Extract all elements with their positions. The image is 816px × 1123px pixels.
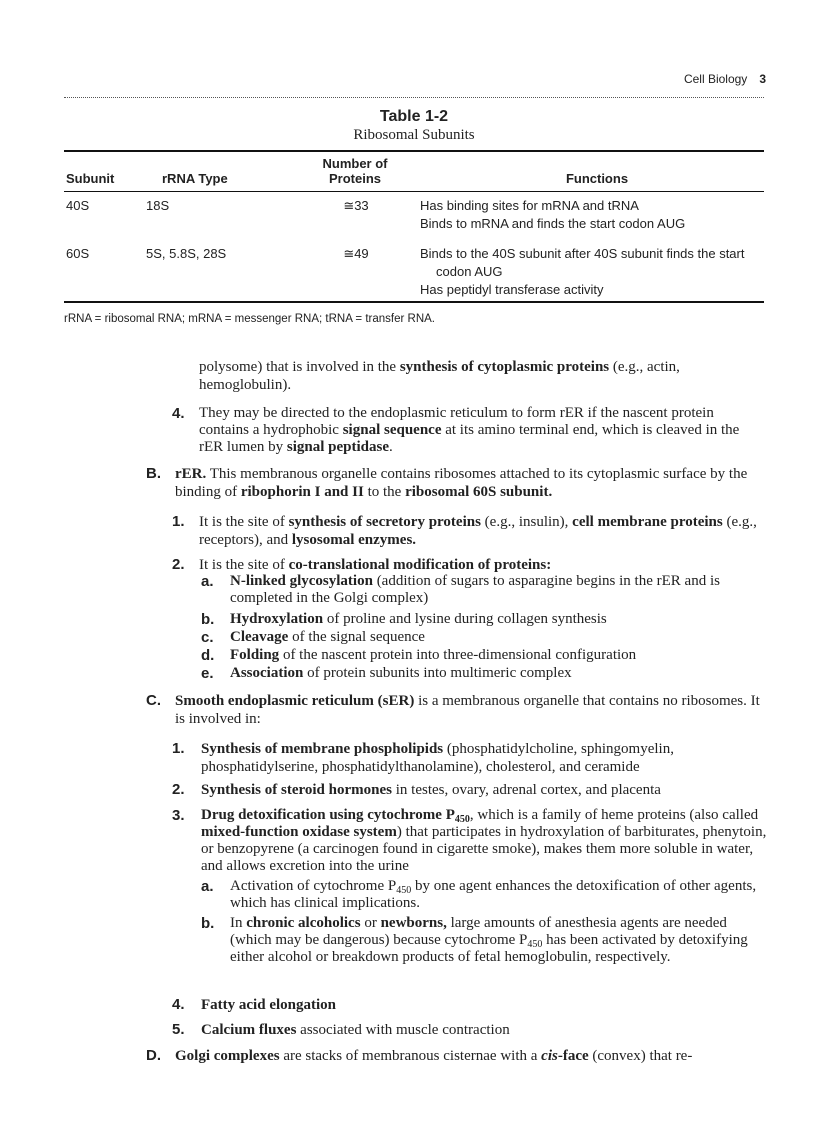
table-header-row (64, 151, 764, 192)
list-item-b2e: Association of protein subunits into multimeric complex (230, 665, 572, 681)
section-c-ser: Smooth endoplasmic reticulum (sER) is a membranous organelle that contains no ribosomes. It is involved in: (175, 693, 760, 727)
list-item-c1: Synthesis of membrane phospholipids (phosphatidylcholine, sphingomyelin, phosphatidylserine, phosphatidylthanolamine), cholesterol, and ceramide (201, 741, 674, 775)
running-title: Cell Biology (683, 72, 748, 86)
table-row (64, 192, 764, 242)
list-label: a. (201, 878, 214, 895)
list-item-b1: It is the site of synthesis of secretory proteins (e.g., insulin), cell membrane proteins (e.g., receptors), and lysosomal enzymes. (199, 514, 757, 548)
section-d-golgi: Golgi complexes are stacks of membranous cisternae with a cis-face (convex) that re- (175, 1048, 693, 1064)
list-item-b2b: Hydroxylation of proline and lysine during collagen synthesis (230, 611, 607, 627)
table-footnote: rRNA = ribosomal RNA; mRNA = messenger RNA; tRNA = transfer RNA. (64, 313, 435, 325)
list-item-c3b: In chronic alcoholics or newborns, large amounts of anesthesia agents are needed (which may be dangerous) because cytochrome $P_{450}$ has been activated by detoxifying either alcohol or breakdown products of fetal hemoglobulin, respectively. (230, 915, 748, 965)
function-line: Binds to the 40S subunit after 40S subunit finds the start codon AUG (420, 246, 745, 279)
section-label: C. (146, 692, 161, 709)
table-number: Table 1-2 (379, 108, 449, 125)
list-label: d. (201, 647, 215, 664)
continuation-paragraph: polysome) that is involved in the synthesis of cytoplasmic proteins (e.g., actin, hemoglobulin). (199, 359, 680, 393)
list-item-b2d: Folding of the nascent protein into three-dimensional configuration (230, 647, 637, 663)
list-item-c4: Fatty acid elongation (201, 997, 336, 1013)
cell-functions (406, 192, 764, 242)
section-label: B. (146, 465, 161, 482)
list-item-c2: Synthesis of steroid hormones in testes, ovary, adrenal cortex, and placenta (201, 782, 661, 798)
table-row (64, 241, 764, 302)
list-label: 3. (172, 807, 185, 824)
header-divider (64, 97, 764, 98)
list-label: c. (201, 629, 214, 646)
col-header-rrna: rRNA Type (162, 171, 228, 186)
page-number: 3 (759, 72, 766, 86)
cell-proteins: ≅49 (343, 246, 369, 261)
list-label: 5. (172, 1021, 185, 1038)
section-b-rer: rER. This membranous organelle contains ribosomes attached to its cytoplasmic surface by the binding of ribophorin I and II to the ribosomal 60S subunit. (175, 466, 748, 500)
cell-subunit: 60S (66, 246, 90, 261)
table-caption (64, 108, 764, 144)
list-label: b. (201, 611, 215, 628)
list-item-b2c: Cleavage of the signal sequence (230, 629, 425, 645)
function-line: Binds to mRNA and finds the start codon AUG (420, 216, 686, 231)
cell-rrna: 18S (146, 198, 170, 213)
col-header-subunit: Subunit (66, 171, 115, 186)
cell-subunit: 40S (66, 198, 90, 213)
list-label: e. (201, 665, 214, 682)
col-header-functions: Functions (565, 171, 629, 186)
cell-proteins: ≅33 (343, 198, 369, 213)
list-item-b2a: N-linked glycosylation (addition of sugars to asparagine begins in the rER and is completed in the Golgi complex) (230, 573, 720, 606)
ribosomal-subunits-table (64, 150, 764, 303)
table-title: Ribosomal Subunits (353, 127, 475, 143)
list-item-b2: It is the site of co-translational modification of proteins: (199, 557, 552, 573)
cell-rrna: 5S, 5.8S, 28S (146, 246, 227, 261)
col-header-proteins: Number of Proteins (322, 156, 388, 186)
list-label: b. (201, 915, 215, 932)
function-line: Has binding sites for mRNA and tRNA (420, 198, 639, 213)
section-label: D. (146, 1047, 161, 1064)
list-label: 4. (172, 405, 185, 422)
list-label: 1. (172, 740, 185, 757)
list-label: 4. (172, 996, 185, 1013)
cell-functions (406, 241, 764, 302)
list-item-c3: Drug detoxification using cytochrome $P_{450}$, which is a family of heme proteins (also called mixed-function oxidase system) that participates in hydroxylation of barbiturates, phenytoin, or benzopyrene (a carcinogen found in cigarette smoke), makes them more soluble in water, and allows excretion into the urine (201, 807, 767, 874)
list-label: 1. (172, 513, 185, 530)
list-item-a4: They may be directed to the endoplasmic reticulum to form rER if the nascent protein contains a hydrophobic signal sequence at its amino terminal end, which is cleaved in the rER lumen by signal peptidase. (199, 405, 740, 455)
list-item-c5: Calcium fluxes associated with muscle contraction (201, 1022, 510, 1038)
list-label: 2. (172, 556, 185, 573)
running-header (684, 72, 766, 86)
function-line: Has peptidyl transferase activity (420, 282, 604, 297)
list-item-c3a: Activation of cytochrome $P_{450}$ by one agent enhances the detoxification of other agents, which has clinical implications. (230, 878, 757, 911)
list-label: 2. (172, 781, 185, 798)
list-label: a. (201, 573, 214, 590)
